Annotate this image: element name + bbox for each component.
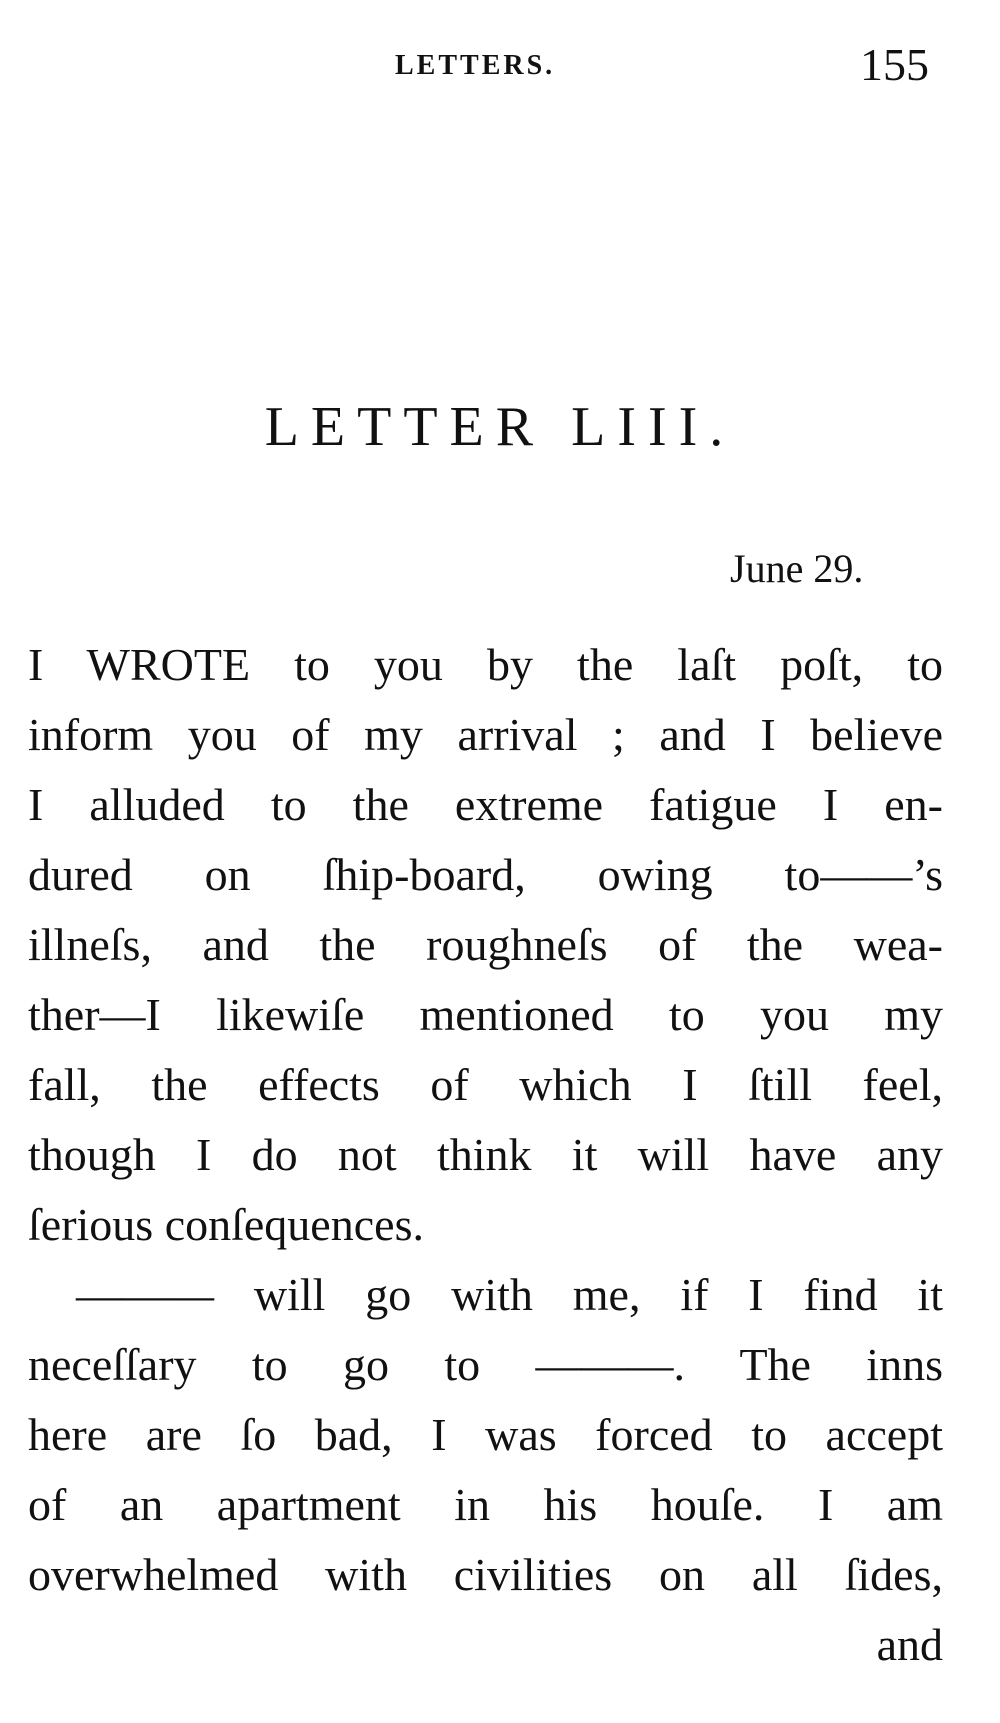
body-line: dured on ſhip-board, owing to——’s: [28, 849, 943, 900]
body-line: illneſs, and the roughneſs of the wea-: [28, 919, 943, 970]
body-line: neceſſary to go to ———. The inns: [28, 1339, 943, 1390]
letter-body: [28, 630, 943, 1680]
body-line: I alluded to the extreme fatigue I en-: [28, 779, 943, 830]
letter-date: June 29.: [730, 546, 864, 591]
body-line: ——— will go with me, if I find it: [76, 1269, 943, 1320]
body-line: of an apartment in his houſe. I am: [28, 1479, 943, 1530]
body-line: overwhelmed with civilities on all ſides,: [28, 1549, 943, 1600]
body-line: ſerious conſequences.: [28, 1199, 424, 1250]
page-number: 155: [860, 39, 929, 90]
body-line: inform you of my arrival ; and I believe: [28, 709, 943, 760]
running-head: LETTERS.: [395, 50, 556, 81]
body-line: ther—I likewiſe mentioned to you my: [28, 989, 943, 1040]
catchword: and: [876, 1619, 943, 1670]
body-line: fall, the effects of which I ſtill feel,: [28, 1059, 943, 1110]
body-line: here are ſo bad, I was forced to accept: [28, 1409, 943, 1460]
body-line: though I do not think it will have any: [28, 1129, 943, 1180]
letter-title: LETTER LIII.: [264, 396, 736, 458]
body-line: I WROTE to you by the laſt poſt, to: [28, 639, 943, 690]
